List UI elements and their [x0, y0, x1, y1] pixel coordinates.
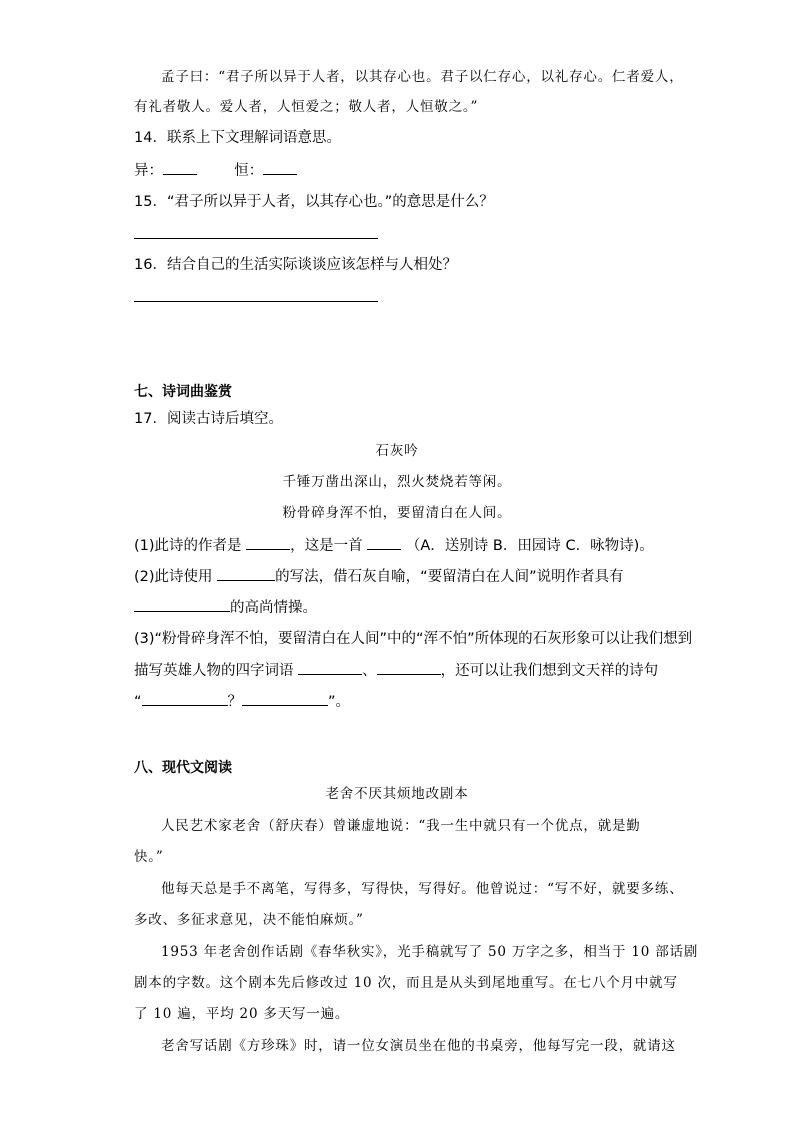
part-1-options: （A．送别诗 B．田园诗 C．咏物诗)。	[405, 538, 654, 554]
article-p1-line-2: 快。”	[134, 849, 164, 865]
idiom-blank-2[interactable]	[377, 660, 441, 675]
part-3-middle: ，还可以让我们想到文天祥的诗句	[440, 663, 659, 679]
question-16-answer-line[interactable]	[134, 301, 378, 302]
article-p2-line-1: 他每天总是手不离笔，写得多，写得快，写得好。他曾说过：“写不好，就要多练、	[161, 881, 684, 897]
question-15-answer-line[interactable]	[134, 238, 378, 239]
question-17-part-2-cont	[134, 597, 317, 618]
author-blank[interactable]	[246, 535, 290, 550]
yi-label: 异：	[134, 163, 163, 179]
part-2-prefix: (2)此诗使用	[134, 569, 213, 585]
question-17-part-3-line-3	[134, 691, 350, 712]
quote-open: “	[134, 694, 142, 710]
question-17-part-3-line-1: (3)“粉骨碎身浑不怕，要留清白在人间”中的“浑不怕”所体现的石灰形象可以让我们想到	[134, 631, 693, 647]
poem-line-1: 千锤万凿出深山，烈火焚烧若等闲。	[282, 474, 512, 490]
article-p4-line-1: 老舍写话剧《方珍珠》时，请一位女演员坐在他的书桌旁，他每写完一段，就请这	[161, 1038, 676, 1054]
part-2-suffix: 的高尚情操。	[230, 600, 317, 616]
question-17-part-3-line-2	[134, 660, 658, 681]
article-p1-line-1: 人民艺术家老舍（舒庆春）曾谦虚地说：“我一生中就只有一个优点，就是勤	[161, 818, 641, 834]
article-p3-line-3: 了 10 遍，平均 20 多天写一遍。	[134, 1006, 350, 1022]
article-p3-line-1: 1953 年老舍创作话剧《春华秋实》，光手稿就写了 50 万字之多，相当于 10 部话剧	[161, 944, 699, 960]
part-3-prefix: 描写英雄人物的四字词语	[134, 663, 294, 679]
poem-type-blank[interactable]	[367, 535, 401, 550]
poem-line-blank-1[interactable]	[142, 691, 228, 706]
question-14: 14．联系上下文理解词语意思。	[134, 130, 341, 146]
question-17: 17．阅读古诗后填空。	[134, 411, 283, 427]
part-3-separator: 、	[362, 663, 377, 679]
poem-line-2: 粉骨碎身浑不怕，要留清白在人间。	[282, 505, 512, 521]
question-16: 16．结合自己的生活实际谈谈应该怎样与人相处？	[134, 257, 457, 273]
question-17-part-1	[134, 535, 654, 556]
yi-answer-blank[interactable]	[163, 160, 197, 175]
sentiment-blank[interactable]	[134, 597, 230, 612]
mencius-quote-line-1: 孟子曰：“君子所以异于人者，以其存心也。君子以仁存心，以礼存心。仁者爱人，	[161, 69, 684, 85]
section-8-heading: 八、现代文阅读	[134, 760, 232, 776]
part-1-prefix: (1)此诗的作者是	[134, 538, 242, 554]
heng-answer-blank[interactable]	[263, 160, 297, 175]
poem-line-blank-2[interactable]	[242, 691, 328, 706]
mencius-quote-line-2: 有礼者敬人。爱人者，人恒爱之；敬人者，人恒敬之。”	[134, 99, 479, 115]
quote-close: ”。	[328, 694, 351, 710]
question-15: 15．“君子所以异于人者，以其存心也。”的意思是什么？	[134, 194, 494, 210]
technique-blank[interactable]	[217, 566, 275, 581]
question-17-part-2	[134, 566, 624, 587]
section-7-heading: 七、诗词曲鉴赏	[134, 384, 232, 400]
question-mark: ？	[227, 694, 243, 710]
part-1-middle: ，这是一首	[290, 538, 363, 554]
heng-label: 恒：	[234, 163, 264, 179]
article-p2-line-2: 多改、多征求意见，决不能怕麻烦。”	[134, 912, 364, 928]
question-14-answers	[134, 160, 297, 181]
idiom-blank-1[interactable]	[298, 660, 362, 675]
poem-title: 石灰吟	[375, 443, 419, 459]
part-2-middle: 的写法，借石灰自喻，“要留清白在人间”说明作者具有	[275, 569, 624, 585]
article-title: 老舍不厌其烦地改剧本	[325, 786, 469, 802]
article-p3-line-2: 剧本的字数。这个剧本先后修改过 10 次，而且是从头到尾地重写。在七八个月中就写	[134, 975, 678, 991]
